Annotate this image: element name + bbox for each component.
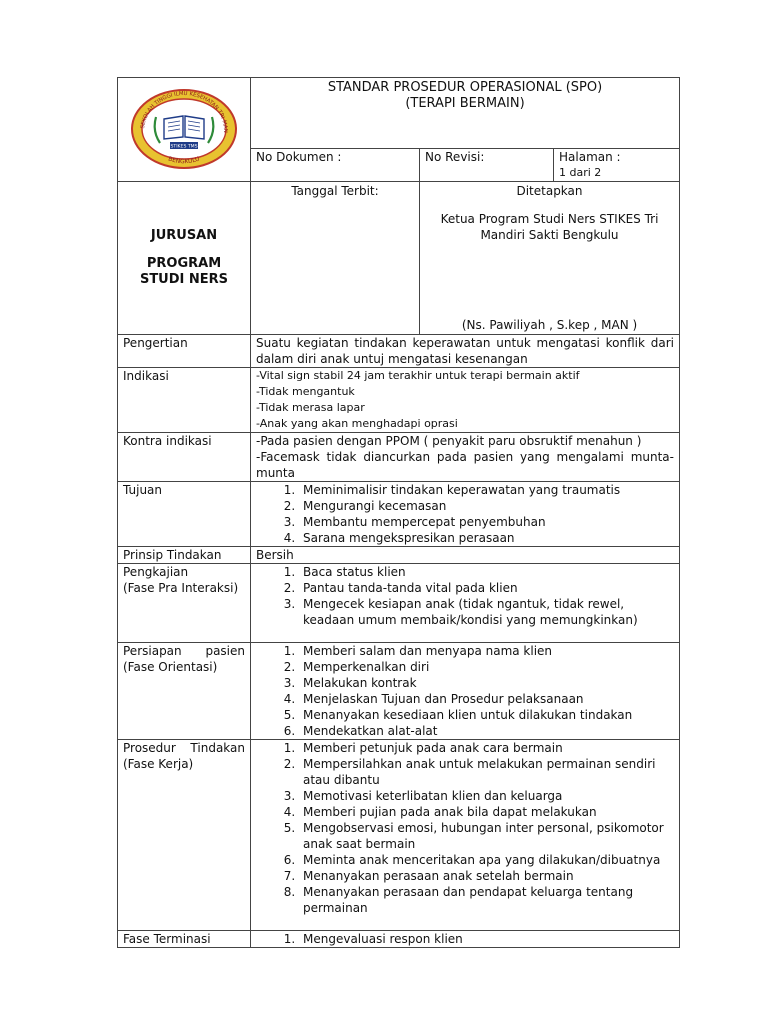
stikes-logo bbox=[130, 87, 238, 169]
list-item: -Tidak merasa lapar bbox=[256, 401, 365, 414]
list-item: 4. Menjelaskan Tujuan dan Prosedur pelaksanaan bbox=[299, 691, 674, 707]
kontra-label: Kontra indikasi bbox=[118, 433, 251, 482]
pengertian-label: Pengertian bbox=[118, 335, 251, 368]
ditetapkan-cell: Ditetapkan Ketua Program Studi Ners STIKES Tri Mandiri Sakti Bengkulu (Ns. Pawiliyah , S.kep , MAN ) bbox=[420, 182, 680, 335]
persiapan-label: Persiapan pasien (Fase Orientasi) bbox=[118, 643, 251, 740]
list-item: 5. Mengobservasi emosi, hubungan inter personal, psikomotor anak saat bermain bbox=[299, 820, 674, 852]
list-item: 4. Sarana mengekspresikan perasaan bbox=[299, 530, 674, 546]
list-item: 1. Mengevaluasi respon klien bbox=[299, 931, 674, 947]
pengkajian-label: Pengkajian (Fase Pra Interaksi) bbox=[118, 564, 251, 643]
prinsip-label: Prinsip Tindakan bbox=[118, 547, 251, 564]
pengertian-text: Suatu kegiatan tindakan keperawatan untuk mengatasi konflik dari dalam diri anak untuj mengatasi kesenangan bbox=[251, 335, 680, 368]
list-item: 3. Memotivasi keterlibatan klien dan keluarga bbox=[299, 788, 674, 804]
list-item: 3. Melakukan kontrak bbox=[299, 675, 674, 691]
list-item: 1. Memberi petunjuk pada anak cara bermain bbox=[299, 740, 674, 756]
terminasi-list bbox=[251, 931, 680, 948]
tanggal-terbit-cell: Tanggal Terbit: bbox=[251, 182, 420, 335]
list-item: 3. Mengecek kesiapan anak (tidak ngantuk, tidak rewel, keadaan umum membaik/kondisi yang memungkinkan) bbox=[299, 596, 674, 628]
list-item: 1. Memberi salam dan menyapa nama klien bbox=[299, 643, 674, 659]
list-item: 5. Menanyakan kesediaan klien untuk dilakukan tindakan bbox=[299, 707, 674, 723]
list-item: -Vital sign stabil 24 jam terakhir untuk terapi bermain aktif bbox=[256, 369, 580, 382]
list-item: 3. Membantu mempercepat penyembuhan bbox=[299, 514, 674, 530]
kontra-text: -Pada pasien dengan PPOM ( penyakit paru obsruktif menahun ) -Facemask tidak diancurkan pada pasien yang mengalami munta-munta bbox=[251, 433, 680, 482]
document-title: STANDAR PROSEDUR OPERASIONAL (SPO) bbox=[327, 80, 603, 95]
prosedur-label: Prosedur Tindakan (Fase Kerja) bbox=[118, 740, 251, 931]
indikasi-label: Indikasi bbox=[118, 368, 251, 433]
list-item: 1. Baca status klien bbox=[299, 564, 674, 580]
list-item: 2. Mempersilahkan anak untuk melakukan permainan sendiri atau dibantu bbox=[299, 756, 674, 788]
spo-table bbox=[117, 77, 680, 948]
terminasi-label: Fase Terminasi bbox=[118, 931, 251, 948]
logo-cell bbox=[118, 78, 251, 182]
signatory: (Ns. Pawiliyah , S.kep , MAN ) bbox=[461, 318, 638, 332]
list-item: 7. Menanyakan perasaan anak setelah bermain bbox=[299, 868, 674, 884]
list-item: 6. Mendekatkan alat-alat bbox=[299, 723, 674, 739]
ketua-title: Ketua Program Studi Ners STIKES Tri Mandiri Sakti Bengkulu bbox=[440, 212, 659, 242]
document-subtitle: (TERAPI BERMAIN) bbox=[405, 96, 525, 111]
list-item: 2. Mengurangi kecemasan bbox=[299, 498, 674, 514]
prinsip-text: Bersih bbox=[251, 547, 680, 564]
halaman-cell: Halaman : 1 dari 2 bbox=[554, 149, 680, 182]
list-item: -Tidak mengantuk bbox=[256, 385, 355, 398]
pengkajian-list bbox=[251, 564, 680, 643]
persiapan-list bbox=[251, 643, 680, 740]
svg-text:BENGKULU: BENGKULU bbox=[167, 154, 201, 165]
list-item: 2. Memperkenalkan diri bbox=[299, 659, 674, 675]
tujuan-list bbox=[251, 482, 680, 547]
jurusan-cell: JURUSAN PROGRAM STUDI NERS bbox=[118, 182, 251, 335]
title-cell bbox=[251, 78, 680, 149]
svg-text:SEKOLAH TINGGI ILMU KESEHATAN: SEKOLAH TINGGI ILMU KESEHATAN TRI MAN bbox=[140, 90, 229, 133]
no-revisi-cell: No Revisi: bbox=[420, 149, 554, 182]
prosedur-list bbox=[251, 740, 680, 931]
spo-document bbox=[117, 77, 679, 948]
list-item: 8. Menanyakan perasaan dan pendapat keluarga tentang permainan bbox=[299, 884, 674, 916]
list-item: -Anak yang akan menghadapi oprasi bbox=[256, 417, 458, 430]
indikasi-list bbox=[251, 368, 680, 433]
list-item: 1. Meminimalisir tindakan keperawatan yang traumatis bbox=[299, 482, 674, 498]
list-item: 6. Meminta anak menceritakan apa yang dilakukan/dibuatnya bbox=[299, 852, 674, 868]
svg-text:STIKES TMS: STIKES TMS bbox=[170, 144, 198, 149]
tujuan-label: Tujuan bbox=[118, 482, 251, 547]
list-item: 2. Pantau tanda-tanda vital pada klien bbox=[299, 580, 674, 596]
no-dokumen-cell: No Dokumen : bbox=[251, 149, 420, 182]
list-item: 4. Memberi pujian pada anak bila dapat melakukan bbox=[299, 804, 674, 820]
